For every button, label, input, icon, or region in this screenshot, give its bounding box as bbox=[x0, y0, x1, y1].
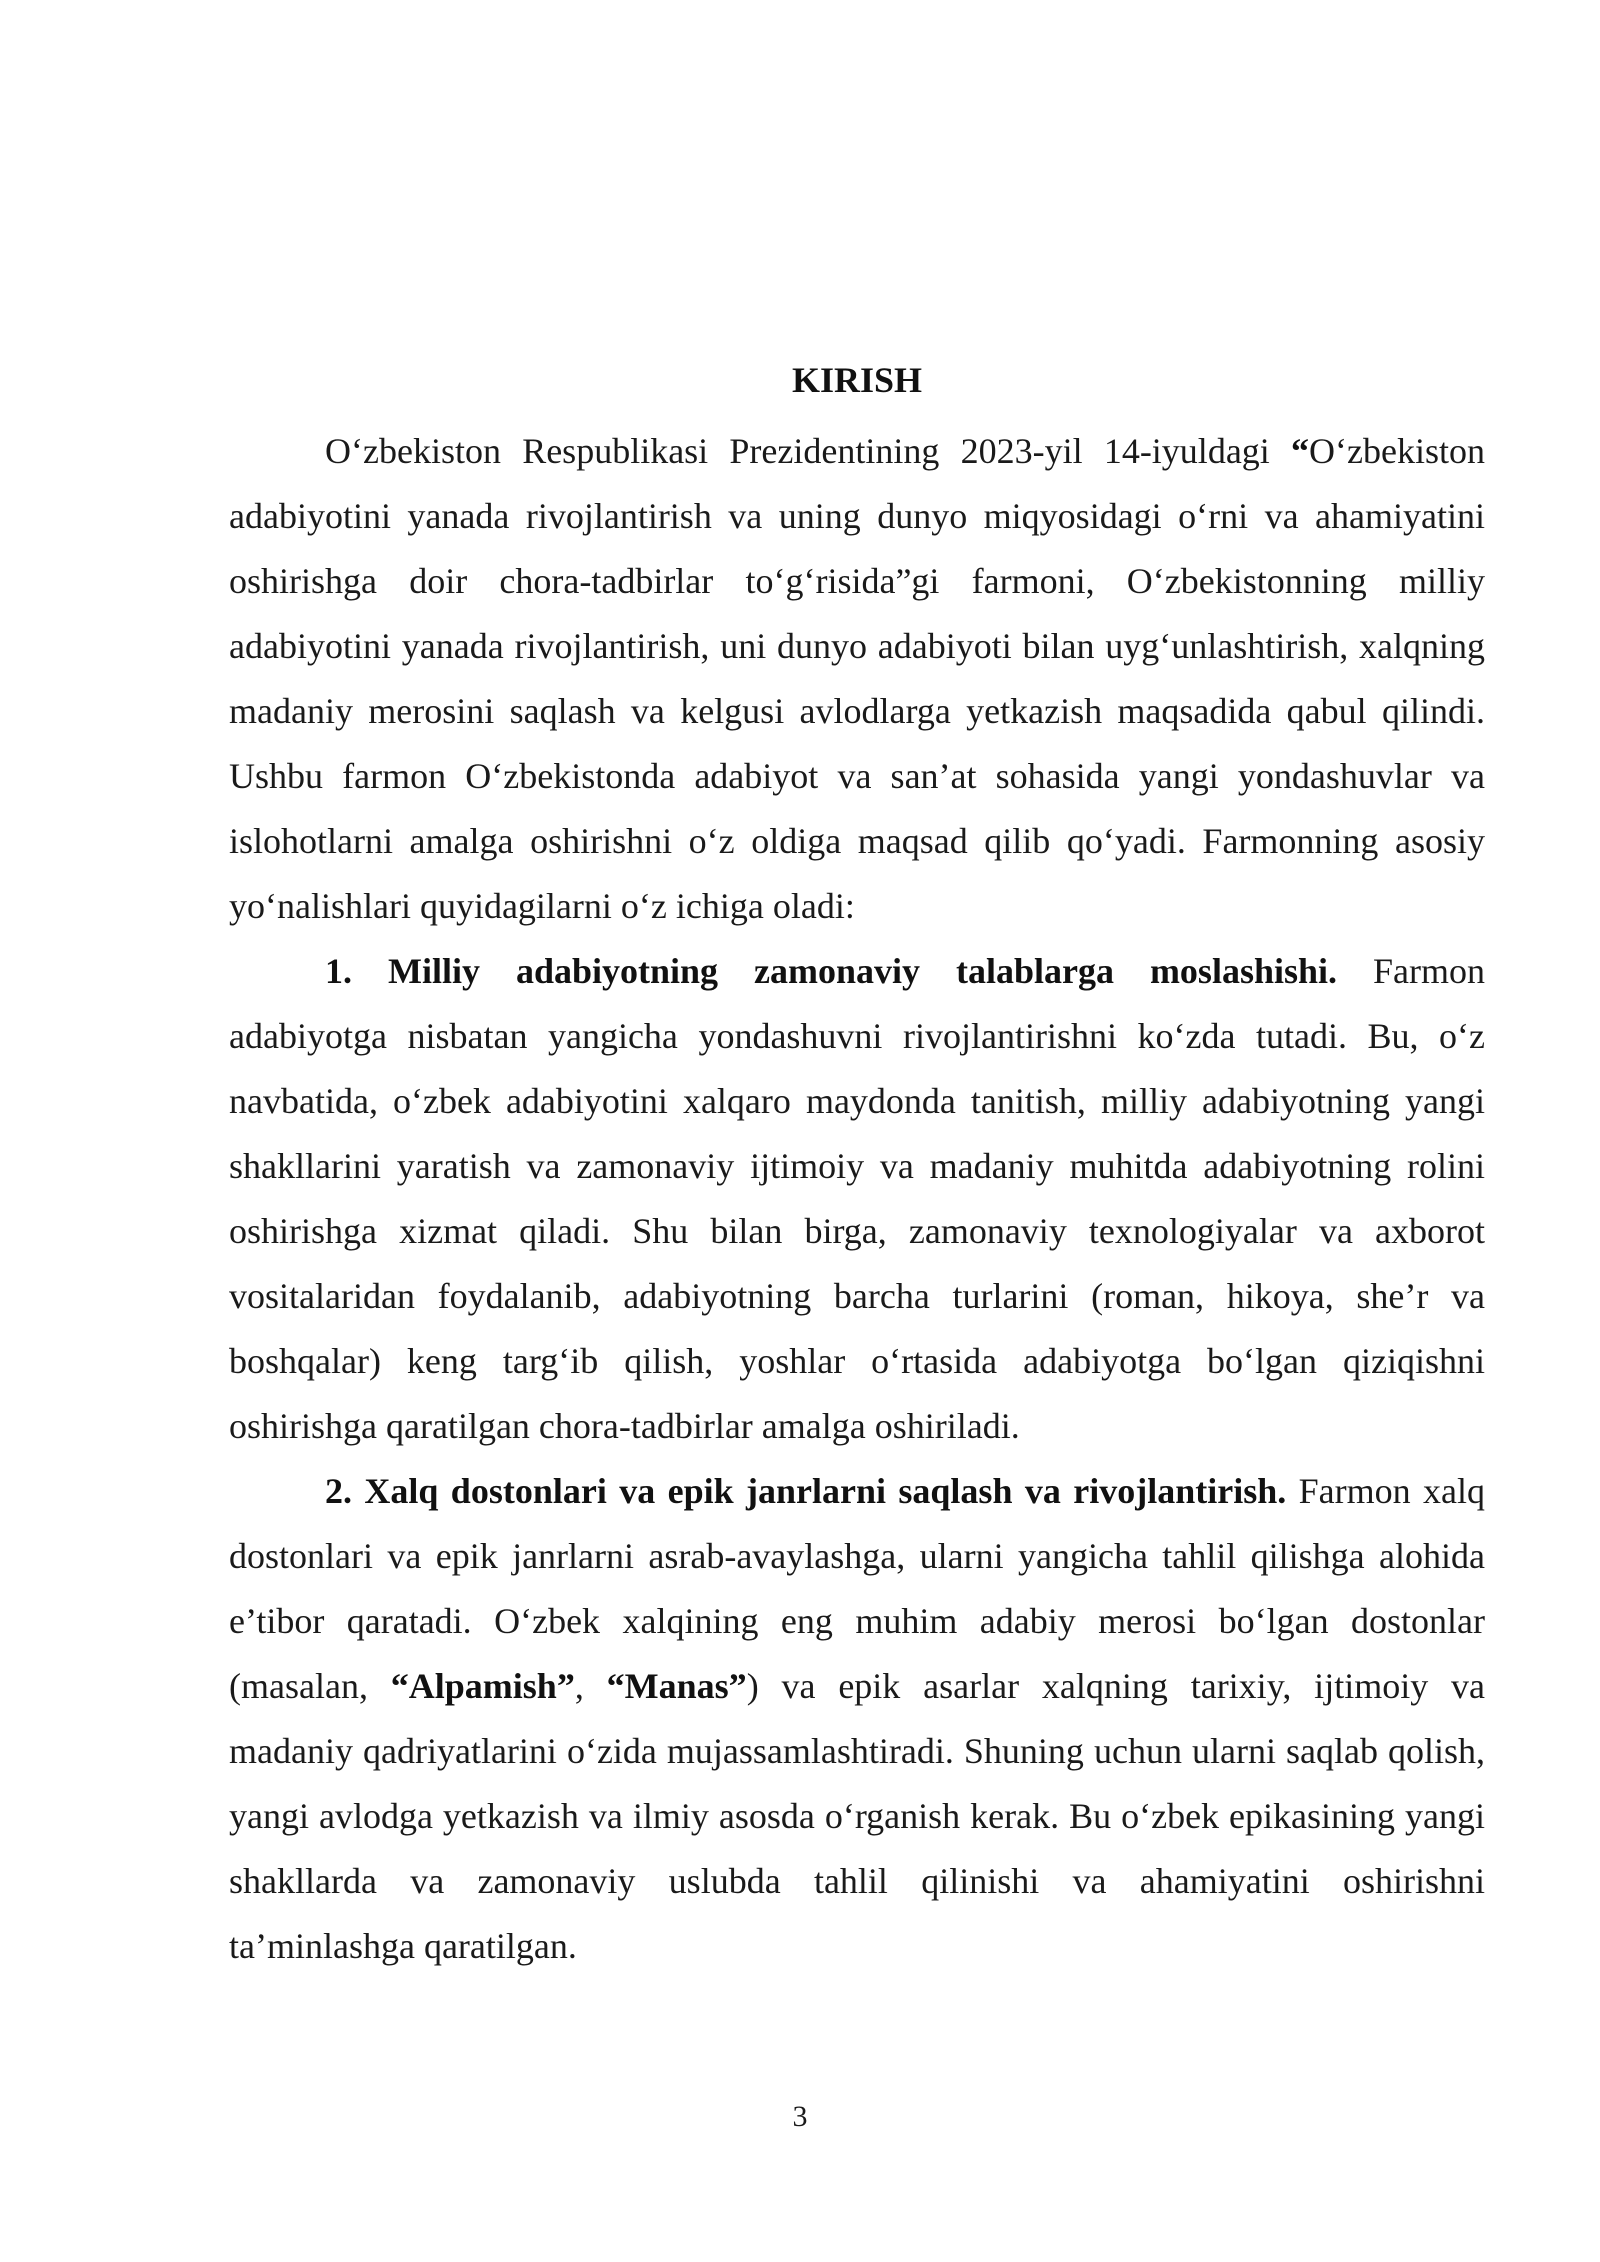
document-page bbox=[229, 355, 1485, 1979]
section-2-paragraph bbox=[229, 1459, 1485, 1979]
intro-text-part2: O‘zbekiston adabiyotini yanada rivojlantirish va uning dunyo miqyosidagi o‘rni va ahamiyatini oshirishga doir chora-tadbirlar to‘g‘risida”gi farmoni, O‘zbekistonning milliy adabiyotini yanada rivojlantirish, uni dunyo adabiyoti bilan uyg‘unlashtirish, xalqning madaniy merosini saqlash va kelgusi avlodlarga yetkazish maqsadida qabul qilindi. Ushbu farmon O‘zbekistonda adabiyot va san’at sohasida yangi yondashuvlar va islohotlarni amalga oshirishni o‘z oldiga maqsad qilib qo‘yadi. Farmonning asosiy yo‘nalishlari quyidagilarni o‘z ichiga oladi: bbox=[229, 431, 1485, 926]
section-2-body-part1: Farmon xalq dostonlari va epik janrlarni asrab-avaylashga, ularni yangicha tahlil qilishga alohida e’tibor qaratadi. O‘zbek xalqining eng muhim adabiy merosi bo‘lgan dostonlar (masalan, bbox=[229, 1471, 1485, 1706]
intro-paragraph bbox=[229, 419, 1485, 939]
section-1-title: 1. Milliy adabiyotning zamonaviy talablarga moslashishi. bbox=[325, 951, 1338, 991]
section-2-title: 2. Xalq dostonlari va epik janrlarni saqlash va rivojlantirish. bbox=[325, 1471, 1287, 1511]
epic-separator: , bbox=[574, 1666, 607, 1706]
section-heading: KIRISH bbox=[791, 360, 923, 400]
section-1-body: Farmon adabiyotga nisbatan yangicha yondashuvni rivojlantirishni ko‘zda tutadi. Bu, o‘z navbatida, o‘zbek adabiyotini xalqaro maydonda tanitish, milliy adabiyotning yangi shakllarini yaratish va zamonaviy ijtimoiy va madaniy muhitda adabiyotning rolini oshirishga xizmat qiladi. Shu bilan birga, zamonaviy texnologiyalar va axborot vositalaridan foydalanib, adabiyotning barcha turlarini (roman, hikoya, she’r va boshqalar) keng targ‘ib qilish, yoshlar o‘rtasida adabiyotga bo‘lgan qiziqishni oshirishga qaratilgan chora-tadbirlar amalga oshiriladi. bbox=[229, 951, 1485, 1446]
epic-title-manas: “Manas” bbox=[606, 1666, 747, 1706]
section-1-paragraph bbox=[229, 939, 1485, 1459]
intro-text-part1: O‘zbekiston Respublikasi Prezidentining 2023-yil 14-iyuldagi bbox=[325, 431, 1292, 471]
section-2-body-part2: ) va epik asarlar xalqning tarixiy, ijtimoiy va madaniy qadriyatlarini o‘zida mujassamlashtiradi. Shuning uchun ularni saqlab qolish, yangi avlodga yetkazish va ilmiy asosda o‘rganish kerak. Bu o‘zbek epikasining yangi shakllarda va zamonaviy uslubda tahlil qilinishi va ahamiyatini oshirishni ta’minlashga qaratilgan. bbox=[229, 1666, 1486, 1966]
page-number: 3 bbox=[792, 2100, 808, 2133]
epic-title-alpamish: “Alpamish” bbox=[390, 1666, 575, 1706]
intro-quote-mark: “ bbox=[1291, 431, 1310, 471]
